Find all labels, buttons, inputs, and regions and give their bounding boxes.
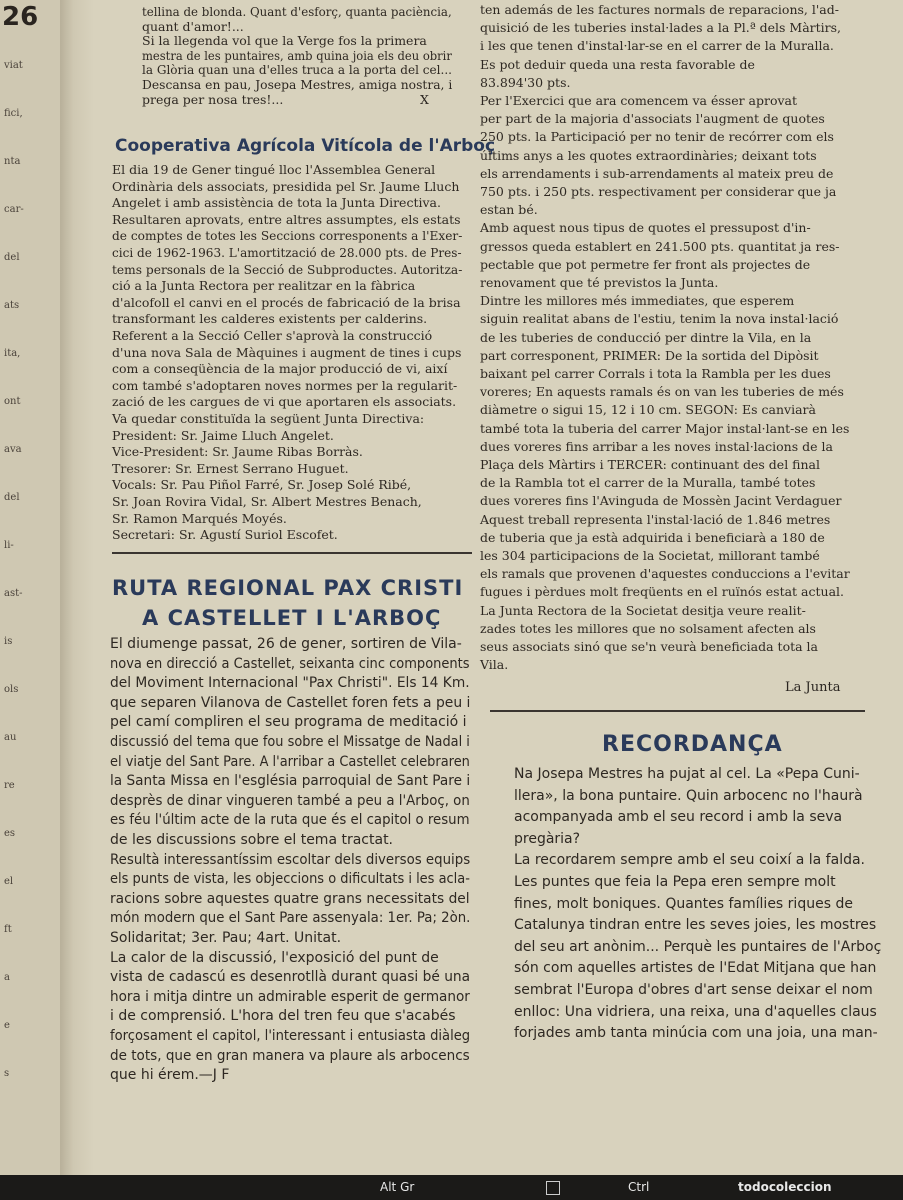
margin-fragment: e <box>4 1020 10 1031</box>
text-line: voreres; En aquests ramals és on van les tuberies de més <box>480 384 844 400</box>
text-line: Catalunya tindran entre les seves joies, les mostres <box>514 917 877 934</box>
margin-fragment: ats <box>4 300 20 311</box>
text-line: Angelet i amb assistència de tota la Junta Directiva. <box>112 195 441 211</box>
text-line: pectable que pot permetre fer front als projectes de <box>480 256 811 272</box>
margin-fragment: is <box>4 636 13 647</box>
text-line: el viatje del Sant Pare. A l'arribar a Castellet celebraren <box>110 753 470 770</box>
text-line: Resultaren aprovats, entre altres assumptes, els estats <box>112 211 461 227</box>
text-line: dues voreres fins arribar a les noves instal·lacions de la <box>480 438 833 454</box>
text-line: President: Sr. Jaime Lluch Angelet. <box>112 427 334 443</box>
text-line: El dia 19 de Gener tingué lloc l'Assemblea General <box>112 162 436 177</box>
text-line: nova en direcció a Castellet, seixanta cinc components <box>110 655 470 672</box>
text-line: Sr. Ramon Marqués Moyés. <box>112 510 287 526</box>
text-line: els ramals que provenen d'aquestes conduccions a l'evitar <box>480 566 850 582</box>
altgr-key: Alt Gr <box>380 1180 415 1194</box>
text-line: món modern que el Sant Pare assenyala: 1er. Pa; 2òn. <box>110 910 471 927</box>
text-line: com també s'adoptaren noves normes per la regularit- <box>112 377 458 393</box>
text-line: últims anys a les quotes extraordinàries; deixant tots <box>480 147 817 163</box>
text-line: tems personals de la Secció de Subproductes. Autoritza- <box>112 261 463 277</box>
margin-fragment: viat <box>4 60 23 71</box>
ruta-title-line1: RUTA REGIONAL PAX CRISTI <box>112 576 464 600</box>
margin-fragment: ava <box>4 444 22 455</box>
text-line: es féu l'últim acte de la ruta que és el capitol o resum <box>110 812 470 829</box>
margin-fragment: ols <box>4 684 19 695</box>
text-line: Secretari: Sr. Agustí Suriol Escofet. <box>112 527 338 543</box>
margin-fragment: a <box>4 972 10 983</box>
text-line: Les puntes que feia la Pepa eren sempre molt <box>514 874 836 890</box>
left-top-signature: X <box>420 92 429 107</box>
text-line: també tota la tuberia del carrer Major instal·lant-se en les <box>480 420 850 436</box>
text-line: tellina de blonda. Quant d'esforç, quanta paciència, <box>142 4 452 19</box>
text-line: Sr. Joan Rovira Vidal, Sr. Albert Mestres Benach, <box>112 494 422 509</box>
margin-fragment: li- <box>4 540 14 551</box>
text-line: Per l'Exercici que ara comencem va ésser aprovat <box>480 93 798 108</box>
text-line: Vocals: Sr. Pau Piñol Farré, Sr. Josep Solé Ribé, <box>112 477 412 493</box>
text-line: Descansa en pau, Josepa Mestres, amiga nostra, i <box>142 77 453 92</box>
text-line: les 304 participacions de la Societat, millorant també <box>480 548 820 563</box>
page-fold-shadow <box>60 0 94 1175</box>
text-line: del seu art anònim... Perquè les puntaires de l'Arboç <box>514 938 882 955</box>
text-line: pel camí compliren el seu programa de meditació i <box>110 714 467 731</box>
text-line: zades totes les millores que no solsament afecten als <box>480 620 816 636</box>
text-line: els arrendaments i sub-arrendaments al mateix preu de <box>480 165 834 181</box>
margin-fragment: ita, <box>4 348 21 359</box>
menu-key-icon <box>546 1181 560 1195</box>
text-line: forjades amb tanta minúcia com una joia, una man- <box>514 1025 878 1042</box>
margin-fragment: nta <box>4 156 21 167</box>
text-line: El diumenge passat, 26 de gener, sortiren de Vila- <box>110 636 462 652</box>
text-line: diàmetre o sigui 15, 12 i 10 cm. SEGON: Es canviarà <box>480 402 816 418</box>
text-line: Va quedar constituïda la següent Junta Directiva: <box>112 411 425 426</box>
text-line: discussió del tema que fou sobre el Missatge de Nadal i <box>110 734 470 750</box>
text-line: acompanyada amb el seu record i amb la seva <box>514 809 843 826</box>
margin-fragment: fici, <box>4 108 23 119</box>
margin-fragment: es <box>4 828 16 839</box>
margin-fragment: s <box>4 1068 10 1079</box>
margin-fragment: ont <box>4 396 21 407</box>
text-line: d'una nova Sala de Màquines i augment de tines i cups <box>112 344 462 360</box>
text-line: 83.894'30 pts. <box>480 74 571 90</box>
text-line: estan bé. <box>480 202 538 218</box>
recordanca-title: RECORDANÇA <box>602 732 783 757</box>
text-line: de comptes de totes les Seccions corresponents a l'Exer- <box>112 228 463 244</box>
text-line: renovament que té previstos la Junta. <box>480 275 719 290</box>
text-line: quant d'amor!... <box>142 18 244 34</box>
text-line: de les discussions sobre el tema tractat. <box>110 832 394 848</box>
text-line: els punts de vista, les objeccions o dificultats i les acla- <box>110 871 470 888</box>
text-line: 750 pts. i 250 pts. respectivament per considerar que ja <box>480 184 837 199</box>
text-line: prega per nosa tres!... <box>142 91 284 107</box>
ruta-title-line2: A CASTELLET I L'ARBOÇ <box>142 606 442 630</box>
text-line: Vice-President: Sr. Jaume Ribas Borràs. <box>112 444 363 460</box>
text-line: Amb aquest nous tipus de quotes el pressupost d'in- <box>480 220 811 236</box>
text-line: com a conseqüència de la major producció de vi, així <box>112 361 448 377</box>
text-line: forçosament el capitol, l'interessant i entusiasta diàleg <box>110 1028 471 1044</box>
text-line: dues voreres fins l'Avinguda de Mossèn Jacint Verdaguer <box>480 493 842 509</box>
text-line: són com aquelles artistes de l'Edat Mitjana que han <box>514 960 877 977</box>
text-line: mestra de les puntaires, amb quina joia els deu obrir <box>142 47 452 63</box>
text-line: d'alcofoll el canvi en el procés de fabricació de la brisa <box>112 294 461 310</box>
margin-fragment: car- <box>4 204 24 215</box>
text-line: de la Rambla tot el carrer de la Muralla, també totes <box>480 475 816 491</box>
column-divider <box>112 552 472 554</box>
text-line: Si la llegenda vol que la Verge fos la primera <box>142 33 427 49</box>
text-line: i de comprensió. L'hora del tren feu que s'acabés <box>110 1008 456 1025</box>
ctrl-key: Ctrl <box>628 1180 650 1194</box>
text-line: ten además de les factures normals de reparacions, l'ad- <box>480 2 839 17</box>
text-line: gressos queda establert en 241.500 pts. quantitat ja res- <box>480 238 840 254</box>
margin-fragment: re <box>4 780 15 791</box>
text-line: sembrat l'Europa d'obres d'art sense deixar el nom <box>514 982 873 998</box>
text-line: la Santa Missa en l'església parroquial de Sant Pare i <box>110 773 471 790</box>
text-line: Na Josepa Mestres ha pujat al cel. La «Pepa Cuni- <box>514 766 860 782</box>
text-line: pregària? <box>514 830 581 847</box>
text-line: del Moviment Internacional "Pax Christi". Els 14 Km. <box>110 675 470 692</box>
text-line: siguin realitat abans de l'estiu, tenim la nova instal·lació <box>480 311 839 327</box>
text-line: seus associats sinó que se'n veurà beneficiada tota la <box>480 639 819 654</box>
column-divider-right <box>490 710 865 712</box>
margin-fragment: del <box>4 252 20 263</box>
text-line: Referent a la Secció Celler s'aprovà la construcció <box>112 328 433 343</box>
text-line: La calor de la discussió, l'exposició del punt de <box>110 949 439 966</box>
text-line: 250 pts. la Participació per no tenir de recórrer com els <box>480 129 834 145</box>
text-line: racions sobre aquestes quatre grans necessitats del <box>110 890 470 907</box>
right-top-signature: La Junta <box>785 680 841 695</box>
text-line: Tresorer: Sr. Ernest Serrano Huguet. <box>112 460 349 476</box>
text-line: vista de cadascú es desenrotllà durant quasi bé una <box>110 969 471 986</box>
margin-fragment: au <box>4 732 17 743</box>
text-line: quisició de les tuberies instal·lades a la Pl.ª dels Màrtirs, <box>480 20 842 36</box>
text-line: desprès de dinar vingueren també a peu a l'Arboç, on <box>110 792 470 809</box>
page-number: 26 <box>2 2 39 32</box>
margin-fragment: del <box>4 492 20 503</box>
text-line: La Junta Rectora de la Societat desitja veure realit- <box>480 602 806 618</box>
text-line: ció a la Junta Rectora per realitzar en la fàbrica <box>112 278 416 294</box>
watermark-brand: todocoleccion <box>738 1180 832 1194</box>
margin-fragment: el <box>4 876 14 887</box>
text-line: hora i mitja dintre un admirable esperit de germanor <box>110 988 470 1005</box>
text-line: per part de la majoria d'associats l'augment de quotes <box>480 111 825 127</box>
text-line: de tots, que en gran manera va plaure als arbocencs <box>110 1047 470 1064</box>
text-line: cici de 1962-1963. L'amortització de 28.000 pts. de Pres- <box>112 245 462 260</box>
bottom-keyboard-strip <box>0 1175 903 1200</box>
text-line: Solidaritat; 3er. Pau; 4art. Unitat. <box>110 930 342 946</box>
text-line: llera», la bona puntaire. Quin arbocenc no l'haurà <box>514 787 863 804</box>
text-line: que hi érem.—J F <box>110 1067 230 1084</box>
text-line: de tuberia que ja està adquirida i beneficiarà a 180 de <box>480 529 825 545</box>
text-line: zació de les cargues de vi que aportaren els associats. <box>112 394 457 410</box>
text-line: Vila. <box>480 657 509 673</box>
text-line: Resultà interessantíssim escoltar dels diversos equips <box>110 851 471 868</box>
text-line: part corresponent, PRIMER: De la sortida del Dipòsit <box>480 347 819 363</box>
text-line: Dintre les millores més immediates, que esperem <box>480 293 795 309</box>
text-line: de les tuberies de conducció per dintre la Vila, en la <box>480 329 812 345</box>
text-line: fugues i pèrdues molt freqüents en el ruïnós estat actual. <box>480 584 844 600</box>
cooperativa-title: Cooperativa Agrícola Vitícola de l'Arboç <box>115 136 496 156</box>
text-line: la Glòria quan una d'elles truca a la porta del cel... <box>142 62 452 78</box>
text-line: Ordinària dels associats, presidida pel Sr. Jaume Lluch <box>112 178 460 194</box>
text-line: Es pot deduir queda una resta favorable de <box>480 56 755 72</box>
text-line: La recordarem sempre amb el seu coixí a la falda. <box>514 852 865 869</box>
text-line: Plaça dels Màrtirs i TERCER: continuant des del final <box>480 457 821 472</box>
text-line: Aquest treball representa l'instal·lació de 1.846 metres <box>480 511 831 527</box>
margin-fragment: ast- <box>4 588 23 599</box>
text-line: que separen Vilanova de Castellet foren fets a peu i <box>110 694 471 711</box>
text-line: fines, molt boniques. Quantes famílies riques de <box>514 895 853 912</box>
text-line: baixant pel carrer Corrals i tota la Rambla per les dues <box>480 366 831 381</box>
margin-fragment: ft <box>4 924 12 935</box>
text-line: transformant les calderes existents per calderins. <box>112 311 428 327</box>
text-line: i les que tenen d'instal·lar-se en el carrer de la Muralla. <box>480 38 834 54</box>
text-line: enlloc: Una vidriera, una reixa, una d'aquelles claus <box>514 1003 877 1020</box>
